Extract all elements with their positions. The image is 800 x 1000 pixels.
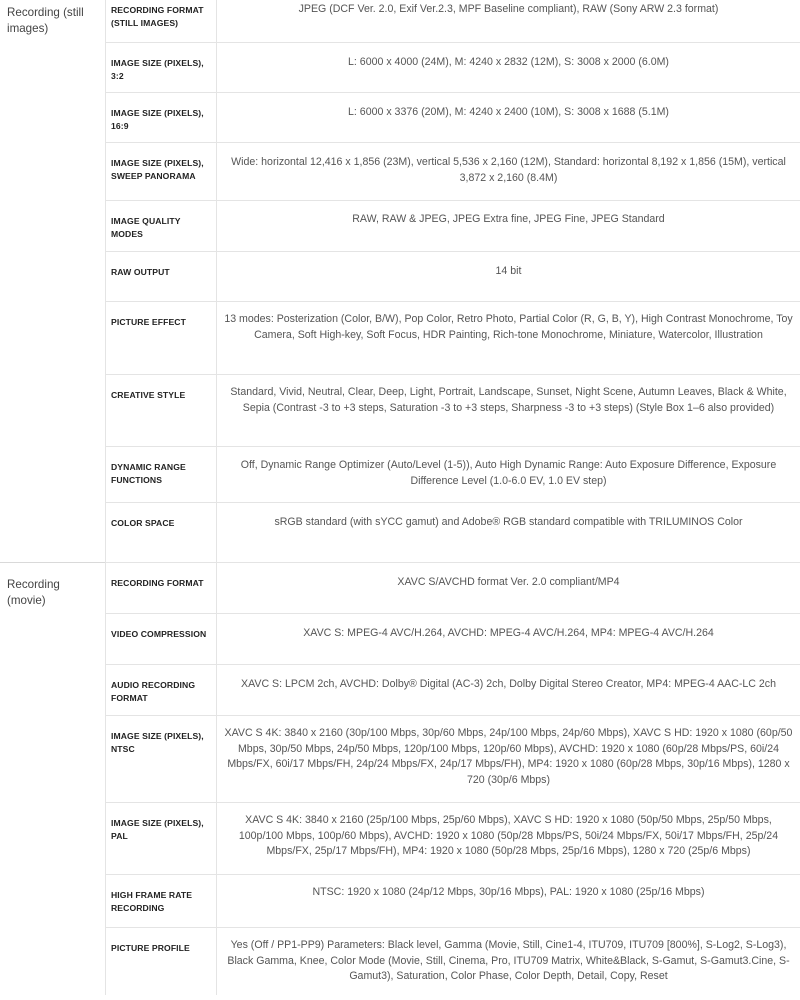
row-label: IMAGE SIZE (PIXELS), 16:9 xyxy=(111,108,204,131)
section-recording-movie xyxy=(0,562,800,995)
row-label: IMAGE QUALITY MODES xyxy=(111,216,181,239)
table-row xyxy=(106,502,800,562)
row-label: RAW OUTPUT xyxy=(111,267,170,277)
row-label: IMAGE SIZE (PIXELS), PAL xyxy=(111,818,204,841)
table-row xyxy=(106,874,800,927)
row-label: COLOR SPACE xyxy=(111,518,175,528)
row-label: RECORDING FORMAT xyxy=(111,578,204,588)
row-value: sRGB standard (with sYCC gamut) and Adobe® RGB standard compatible with TRILUMINOS Color xyxy=(216,503,800,562)
section-rows xyxy=(105,0,800,562)
table-row xyxy=(106,42,800,92)
row-value: NTSC: 1920 x 1080 (24p/12 Mbps, 30p/16 Mbps), PAL: 1920 x 1080 (25p/16 Mbps) xyxy=(216,875,800,927)
table-row xyxy=(106,200,800,251)
table-row xyxy=(106,613,800,664)
row-label: AUDIO RECORDING FORMAT xyxy=(111,680,196,703)
row-label: DYNAMIC RANGE FUNCTIONS xyxy=(111,462,186,485)
table-row xyxy=(106,664,800,715)
row-label: CREATIVE STYLE xyxy=(111,390,186,400)
row-label: PICTURE EFFECT xyxy=(111,317,186,327)
row-label: HIGH FRAME RATE RECORDING xyxy=(111,890,193,913)
row-value: XAVC S: MPEG-4 AVC/H.264, AVCHD: MPEG-4 AVC/H.264, MP4: MPEG-4 AVC/H.264 xyxy=(216,614,800,664)
row-value: XAVC S: LPCM 2ch, AVCHD: Dolby® Digital (AC-3) 2ch, Dolby Digital Stereo Creator, MP4: MPEG-4 AAC-LC 2ch xyxy=(216,665,800,715)
table-row xyxy=(106,0,800,42)
table-row xyxy=(106,142,800,200)
row-label: IMAGE SIZE (PIXELS), NTSC xyxy=(111,731,204,754)
row-value: 14 bit xyxy=(216,252,800,301)
section-rows xyxy=(105,562,800,995)
row-value: L: 6000 x 3376 (20M), M: 4240 x 2400 (10M), S: 3008 x 1688 (5.1M) xyxy=(216,93,800,142)
table-row xyxy=(106,301,800,374)
table-row xyxy=(106,251,800,301)
table-row xyxy=(106,446,800,502)
section-title: Recording (movie) xyxy=(0,562,105,995)
table-row xyxy=(106,715,800,802)
section-title: Recording (still images) xyxy=(7,6,84,35)
row-value: XAVC S 4K: 3840 x 2160 (25p/100 Mbps, 25p/60 Mbps), XAVC S HD: 1920 x 1080 (50p/50 Mbps, 25p/50 Mbps, 100p/100 Mbps, 100p/60 Mbps), AVCHD: 1920 x 1080 (50p/28 Mbps/PS, 50i/24 Mbps/FX, 50i/17 Mbps/FH, 25p/24 Mbps/FX, 25p/17 Mbps/FH), MP4: 1920 x 1080 (50p/28 Mbps, 25p/16 Mbps), 1280 x 720 (25p/6 Mbps) xyxy=(216,803,800,874)
row-label: PICTURE PROFILE xyxy=(111,943,190,953)
table-row xyxy=(106,374,800,446)
table-row xyxy=(106,927,800,995)
row-value: 13 modes: Posterization (Color, B/W), Pop Color, Retro Photo, Partial Color (R, G, B, Y), High Contrast Monochrome, Toy Camera, Soft High-key, Soft Focus, HDR Painting, Rich-tone Monochrome, Miniature, Watercolor, Illustration xyxy=(216,302,800,374)
table-row xyxy=(106,92,800,142)
row-label: VIDEO COMPRESSION xyxy=(111,629,207,639)
row-label: IMAGE SIZE (PIXELS), 3:2 xyxy=(111,58,204,81)
row-value: JPEG (DCF Ver. 2.0, Exif Ver.2.3, MPF Baseline compliant), RAW (Sony ARW 2.3 format) xyxy=(216,0,800,42)
row-value: XAVC S 4K: 3840 x 2160 (30p/100 Mbps, 30p/60 Mbps, 24p/100 Mbps, 24p/60 Mbps), XAVC S HD: 1920 x 1080 (60p/50 Mbps, 30p/50 Mbps, 24p/50 Mbps, 120p/100 Mbps, 120p/60 Mbps), AVCHD: 1920 x 1080 (60p/28 Mbps/PS, 60i/24 Mbps/FX, 60i/17 Mbps/FH, 24p/24 Mbps/FX, 24p/17 Mbps/FH), MP4: 1920 x 1080 (60p/28 Mbps, 30p/16 Mbps), 1280 x 720 (30p/6 Mbps) xyxy=(216,716,800,802)
table-row xyxy=(106,562,800,613)
row-value: L: 6000 x 4000 (24M), M: 4240 x 2832 (12M), S: 3008 x 2000 (6.0M) xyxy=(216,43,800,92)
row-value: Off, Dynamic Range Optimizer (Auto/Level (1-5)), Auto High Dynamic Range: Auto Exposure Difference, Exposure Difference Level (1.0-6.0 EV, 1.0 EV step) xyxy=(216,447,800,502)
row-value: Yes (Off / PP1-PP9) Parameters: Black level, Gamma (Movie, Still, Cine1-4, ITU709, ITU709 [800%], S-Log2, S-Log3), Black Gamma, Knee, Color Mode (Movie, Still, Cinema, Pro, ITU709 Matrix, White&Black, S-Gamut, S-Gamut3.Cine, S-Gamut3), Saturation, Color Phase, Color Depth, Detail, Copy, Reset xyxy=(216,928,800,995)
row-value: Wide: horizontal 12,416 x 1,856 (23M), vertical 5,536 x 2,160 (12M), Standard: horizontal 8,192 x 1,856 (15M), vertical 3,872 x 2,160 (8.4M) xyxy=(216,143,800,200)
row-label: IMAGE SIZE (PIXELS), SWEEP PANORAMA xyxy=(111,158,204,181)
row-label: RECORDING FORMAT (STILL IMAGES) xyxy=(111,5,204,28)
row-value: Standard, Vivid, Neutral, Clear, Deep, Light, Portrait, Landscape, Sunset, Night Scene, Autumn Leaves, Black & White, Sepia (Contrast -3 to +3 steps, Saturation -3 to +3 steps, Sharpness -3 to +3 steps) (Style Box 1–6 also provided) xyxy=(216,375,800,446)
row-value: XAVC S/AVCHD format Ver. 2.0 compliant/MP4 xyxy=(216,563,800,613)
table-row xyxy=(106,802,800,874)
row-value: RAW, RAW & JPEG, JPEG Extra fine, JPEG Fine, JPEG Standard xyxy=(216,201,800,251)
